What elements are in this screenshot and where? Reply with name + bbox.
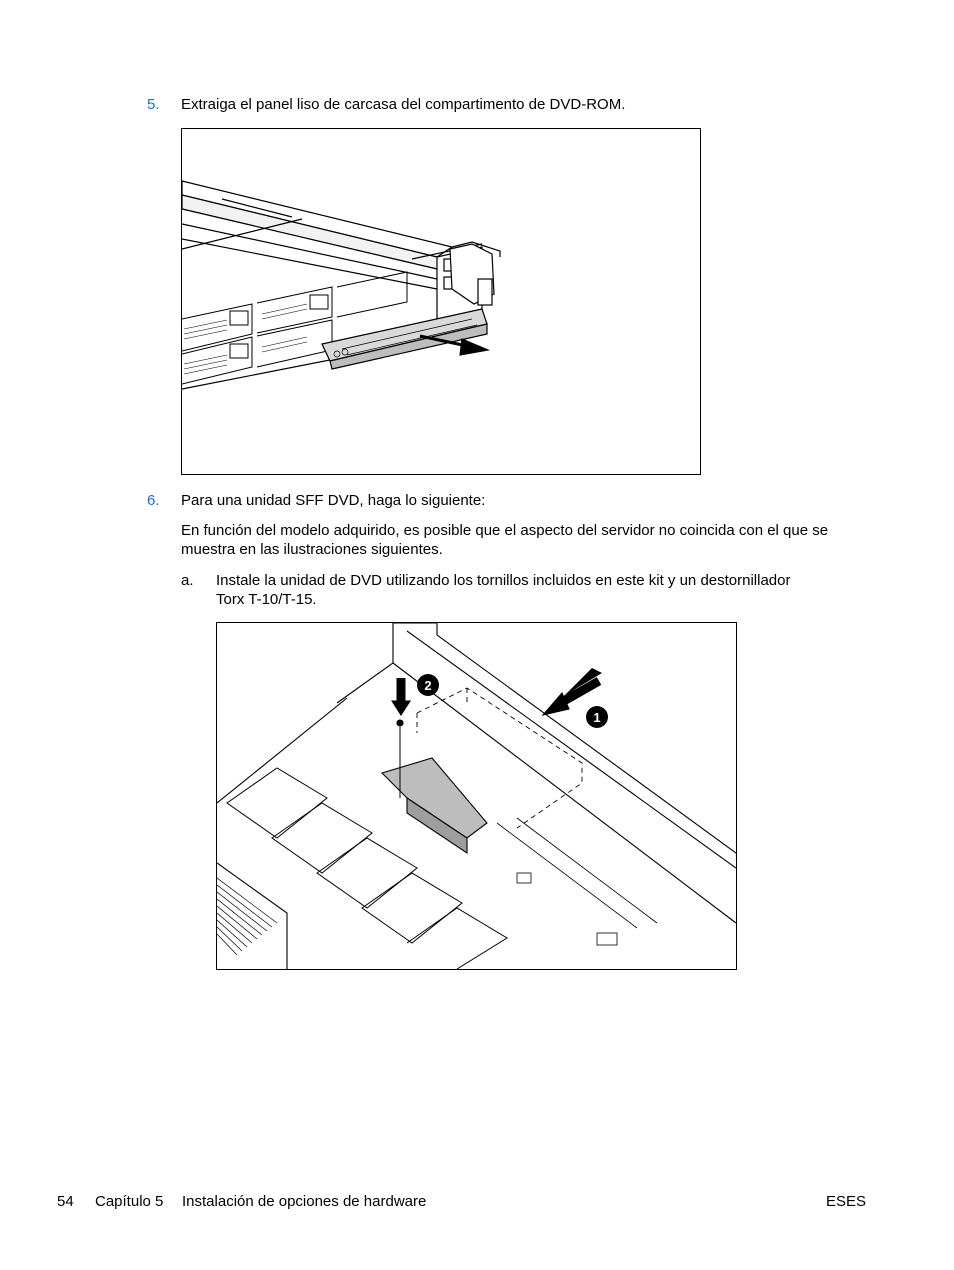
callout-2 xyxy=(417,674,439,696)
figure-remove-blank-panel xyxy=(181,128,701,475)
model-note: En función del modelo adquirido, es posible que el aspecto del servidor no coincida con el que se muestra en las ilustraciones siguientes. xyxy=(181,522,829,558)
step-6-text: Para una unidad SFF DVD, haga lo siguiente: xyxy=(181,492,486,509)
footer-chapter: Capítulo 5 xyxy=(95,1193,164,1210)
page-number: 54 xyxy=(57,1193,74,1210)
step-6-number: 6. xyxy=(147,492,160,509)
server-front-illustration xyxy=(182,129,700,474)
footer-locale: ESES xyxy=(825,1193,866,1210)
figure-install-dvd-drive xyxy=(216,622,737,970)
footer-chapter-title: Instalación de opciones de hardware xyxy=(182,1193,427,1210)
step-5-number: 5. xyxy=(147,96,160,113)
substep-a-line2: Torx T-10/T-15. xyxy=(216,591,317,608)
callout-2-label: 2 xyxy=(424,678,432,693)
substep-a-letter: a. xyxy=(181,572,194,589)
callout-1-label: 1 xyxy=(593,710,601,725)
callout-1 xyxy=(586,706,608,728)
step-5-text: Extraiga el panel liso de carcasa del compartimento de DVD-ROM. xyxy=(181,96,626,113)
server-top-illustration xyxy=(217,623,736,969)
substep-a-line1: Instale la unidad de DVD utilizando los tornillos incluidos en este kit y un destornillador xyxy=(216,572,791,589)
